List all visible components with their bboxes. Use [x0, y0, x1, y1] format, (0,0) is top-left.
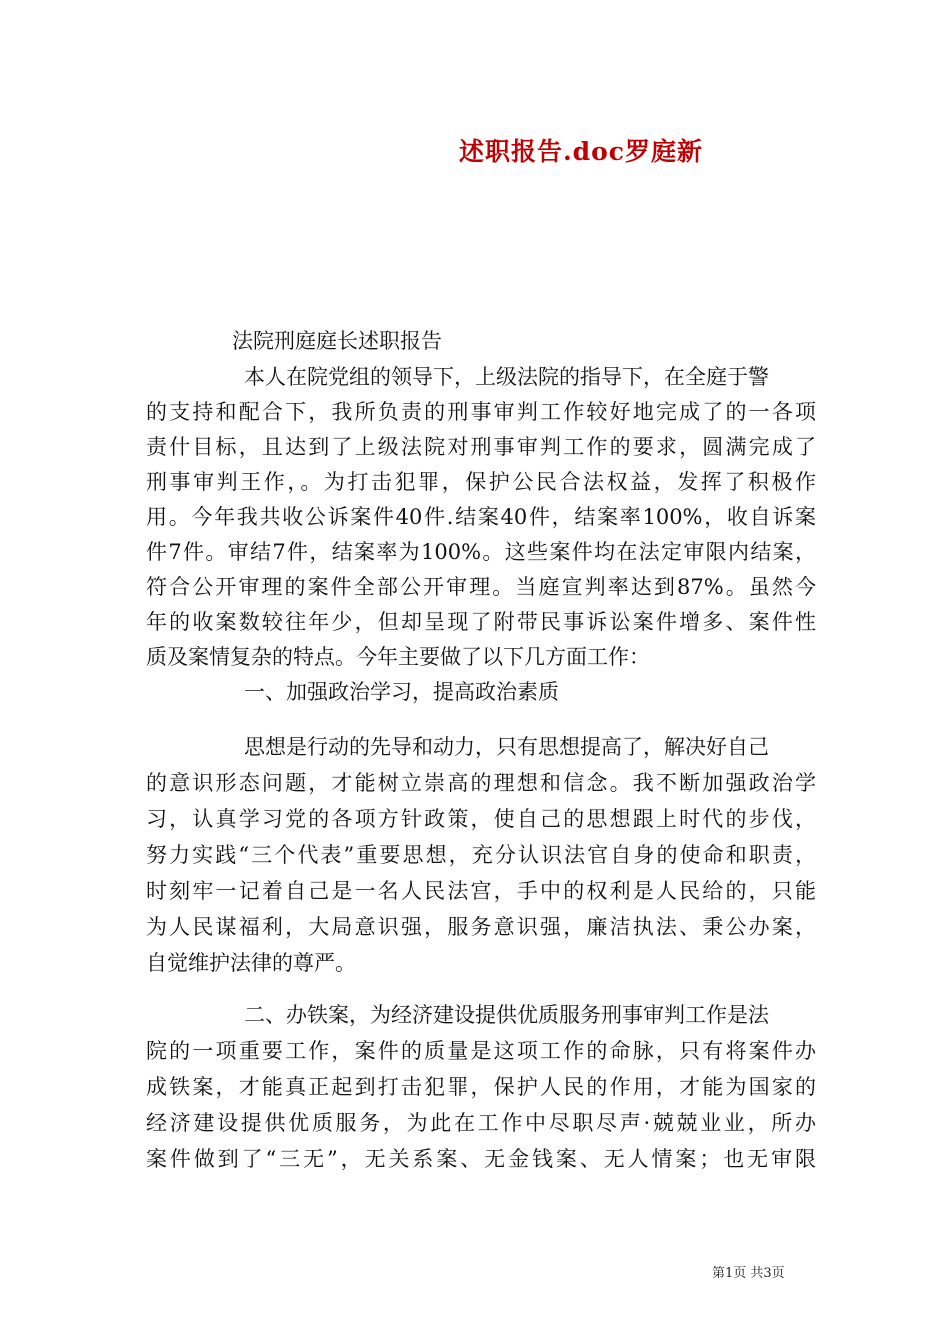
- section-heading: 二、办铁案，为经济建设提供优质服务刑事审判工作是法: [244, 1003, 769, 1027]
- body-line: 的支持和配合下，我所负责的刑事审判工作较好地完成了的一各项: [146, 400, 816, 424]
- body-line: 责什目标，且达到了上级法院对刑事审判工作的要求，圆满完成了: [146, 435, 816, 459]
- body-line: 经济建设提供优质服务，为此在工作中尽职尽声·兢兢业业，所办: [146, 1111, 816, 1135]
- body-line: 自觉维护法律的尊严。: [146, 951, 356, 975]
- body-line: 时刻牢一记着自己是一名人民法宫，手中的权利是人民给的，只能: [146, 879, 816, 903]
- body-line: 院的一项重要工作，案件的质量是这项工作的命脉，只有将案件办: [146, 1039, 816, 1063]
- body-line: 成铁案，才能真正起到打击犯罪，保护人民的作用，才能为国家的: [146, 1075, 816, 1099]
- document-title: 述职报告.doc罗庭新: [458, 137, 704, 166]
- body-line: 的意识形态问题，才能树立崇高的理想和信念。我不断加强政治学: [146, 771, 816, 795]
- body-line: 刑事审判王作，。为打击犯罪，保护公民合法权益，发挥了积极作: [146, 470, 816, 494]
- body-line: 符合公开审理的案件全部公开审理。当庭宣判率达到87%。虽然今: [146, 575, 816, 599]
- body-line: 年的收案数较往年少，但却呈现了附带民事诉讼案件增多、案件性: [146, 610, 816, 634]
- body-line: 思想是行动的先导和动力，只有思想提高了，解决好自己: [244, 735, 769, 759]
- body-line: 质及案情复杂的特点。今年主要做了以下几方面工作：: [146, 645, 650, 669]
- body-line: 习，认真学习党的各项方针政策，使自己的思想跟上时代的步伐，: [146, 807, 816, 831]
- body-line: 为人民谋福利，大局意识强，服务意识强，廉洁执法、秉公办案，: [146, 915, 816, 939]
- section-heading: 一、加强政治学习，提高政治素质: [244, 680, 559, 704]
- body-line: 努力实践“三个代表”重要思想，充分认识法官自身的使命和职责，: [146, 843, 816, 867]
- body-line: 案件做到了“三无”，无关系案、无金钱案、无人情案；也无审限: [146, 1147, 816, 1171]
- body-line: 本人在院党组的领导下，上级法院的指导下，在全庭于警: [244, 365, 769, 389]
- body-line: 用。今年我共收公诉案件40件.结案40件，结案率100%，收自诉案: [146, 505, 816, 529]
- page-footer: 第1页 共3页: [712, 1266, 785, 1281]
- report-heading: 法院刑庭庭长述职报告: [232, 329, 442, 353]
- body-line: 件7件。审结7件，结案率为100%。这些案件均在法定审限内结案，: [146, 540, 816, 564]
